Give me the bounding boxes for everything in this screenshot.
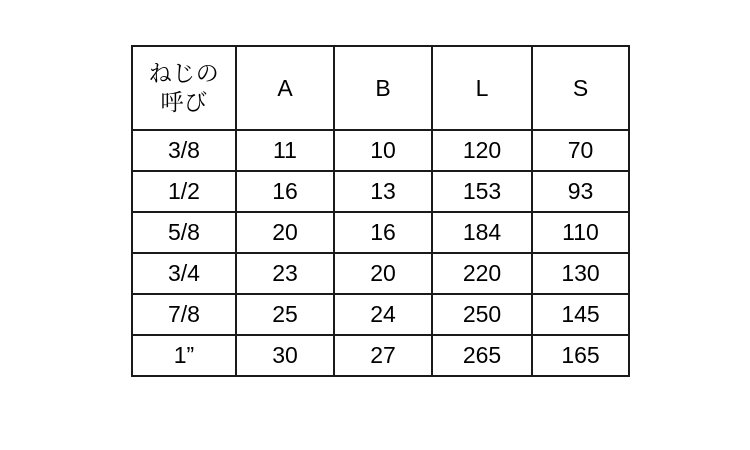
column-header-thread-size-line2: 呼び xyxy=(160,89,208,115)
column-header-thread-size-line1: ねじの xyxy=(148,60,220,87)
cell-thread-size: 5/8 xyxy=(132,212,236,253)
table-row xyxy=(132,171,629,212)
column-header-l: L xyxy=(432,46,532,130)
cell-a: 16 xyxy=(236,171,334,212)
cell-s: 110 xyxy=(532,212,629,253)
cell-thread-size: 1” xyxy=(132,335,236,376)
cell-l: 153 xyxy=(432,171,532,212)
cell-thread-size: 1/2 xyxy=(132,171,236,212)
cell-s: 70 xyxy=(532,130,629,171)
cell-thread-size: 7/8 xyxy=(132,294,236,335)
cell-s: 145 xyxy=(532,294,629,335)
cell-a: 20 xyxy=(236,212,334,253)
column-header-thread-size xyxy=(132,46,236,130)
cell-l: 120 xyxy=(432,130,532,171)
cell-a: 30 xyxy=(236,335,334,376)
cell-thread-size: 3/4 xyxy=(132,253,236,294)
column-header-a: A xyxy=(236,46,334,130)
cell-b: 27 xyxy=(334,335,432,376)
table-row xyxy=(132,335,629,376)
cell-b: 20 xyxy=(334,253,432,294)
cell-a: 25 xyxy=(236,294,334,335)
cell-b: 13 xyxy=(334,171,432,212)
cell-b: 16 xyxy=(334,212,432,253)
table-row xyxy=(132,130,629,171)
cell-b: 10 xyxy=(334,130,432,171)
cell-s: 130 xyxy=(532,253,629,294)
cell-thread-size: 3/8 xyxy=(132,130,236,171)
cell-l: 250 xyxy=(432,294,532,335)
cell-a: 11 xyxy=(236,130,334,171)
table-row xyxy=(132,294,629,335)
table-row xyxy=(132,253,629,294)
spec-table-container xyxy=(131,45,628,368)
column-header-b: B xyxy=(334,46,432,130)
cell-a: 23 xyxy=(236,253,334,294)
cell-s: 93 xyxy=(532,171,629,212)
column-header-s: S xyxy=(532,46,629,130)
cell-l: 184 xyxy=(432,212,532,253)
cell-b: 24 xyxy=(334,294,432,335)
thread-specification-table xyxy=(131,45,630,377)
table-header-row xyxy=(132,46,629,130)
cell-l: 265 xyxy=(432,335,532,376)
table-row xyxy=(132,212,629,253)
cell-s: 165 xyxy=(532,335,629,376)
cell-l: 220 xyxy=(432,253,532,294)
